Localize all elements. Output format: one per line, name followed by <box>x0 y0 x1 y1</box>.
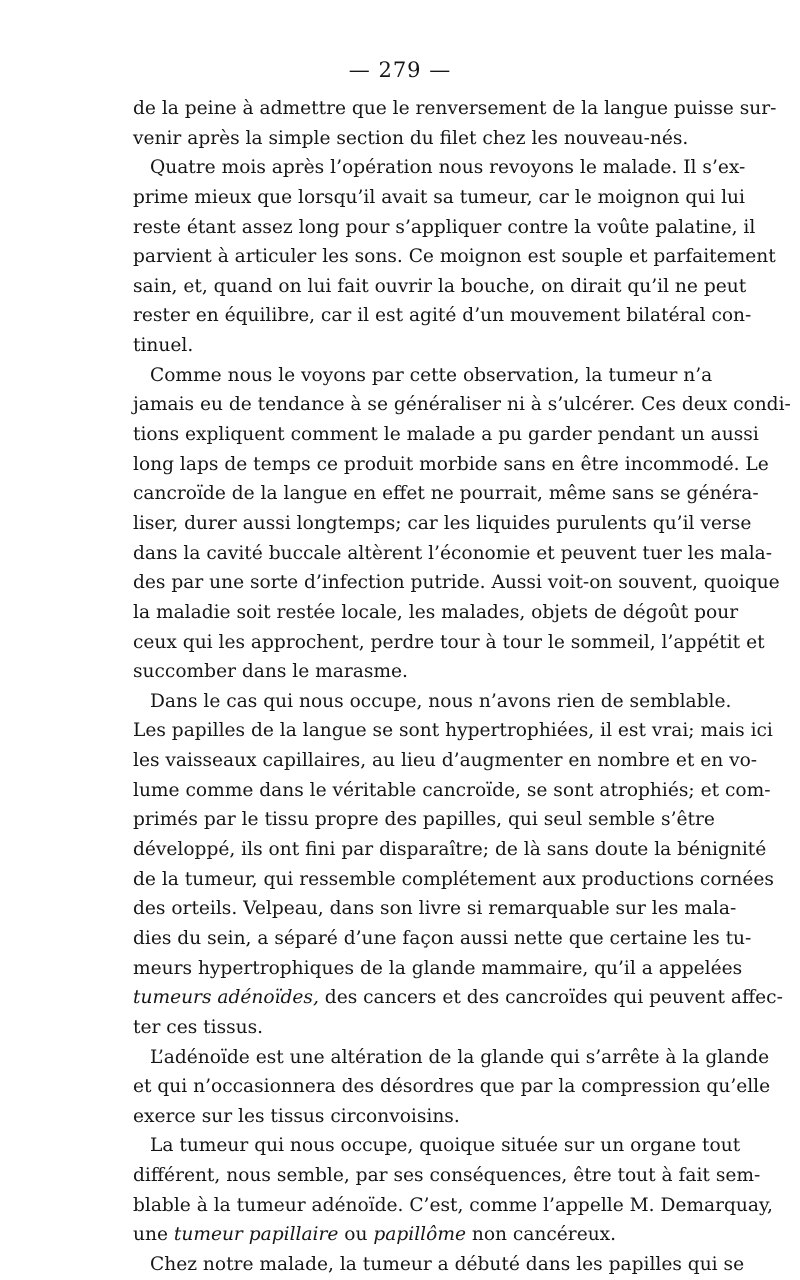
text-line <box>133 1250 745 1280</box>
text-span: Quatre mois après l’opération nous revoyons le malade. Il s’ex- <box>150 157 746 179</box>
text-span: ceux qui les approchent, perdre tour à tour le sommeil, l’appétit et <box>133 631 765 653</box>
text-line <box>133 124 689 154</box>
text-span: une <box>133 1224 174 1246</box>
text-span: non cancéreux. <box>465 1224 617 1246</box>
text-span: de la peine à admettre que le renversement de la langue puisse sur- <box>133 98 777 119</box>
text-span: tinuel. <box>133 335 194 357</box>
text-span: long laps de temps ce produit morbide sans en être incommodé. Le <box>133 453 769 475</box>
text-span: et qui n’occasionnera des désordres que par la compression qu’elle <box>133 1076 771 1098</box>
body-text <box>133 94 791 1280</box>
italic-text: tumeur papillaire <box>173 1224 339 1246</box>
text-span: reste étant assez long pour s’appliquer contre la voûte palatine, il <box>133 216 756 238</box>
text-span: dies du sein, a séparé d’une façon aussi nette que certaine les tu- <box>133 927 752 949</box>
text-span: de la tumeur, qui ressemble complétement aux productions cornées <box>133 868 774 890</box>
text-line <box>133 183 745 213</box>
text-line <box>133 1043 770 1073</box>
text-line <box>133 361 713 391</box>
text-span: parvient à articuler les sons. Ce moignon est souple et parfaitement <box>133 246 776 268</box>
text-line <box>133 390 791 420</box>
text-line <box>133 894 737 924</box>
text-span: meurs hypertrophiques de la glande mammaire, qu’il a appelées <box>133 957 743 979</box>
text-span: Chez notre malade, la tumeur a débuté dans les papilles qui se <box>150 1253 745 1275</box>
text-line <box>133 983 783 1013</box>
text-line <box>133 1102 678 1132</box>
text-line <box>133 1013 678 1043</box>
text-span: succomber dans le marasme. <box>133 661 408 683</box>
text-line <box>133 1161 761 1191</box>
text-line <box>133 628 765 658</box>
text-line <box>133 1072 771 1102</box>
text-span: primés par le tissu propre des papilles, qui seul semble s’être <box>133 809 715 831</box>
text-line <box>133 568 780 598</box>
text-span: ter ces tissus. <box>133 1016 264 1038</box>
text-line <box>133 242 776 272</box>
text-span: développé, ils ont fini par disparaître; de là sans doute la bénignité <box>133 839 767 861</box>
text-line <box>133 746 758 776</box>
text-line <box>133 835 767 865</box>
text-span: des cancers et des cancroïdes qui peuvent affec- <box>318 987 783 1009</box>
text-span: venir après la simple section du filet chez les nouveau-nés. <box>133 127 689 149</box>
text-line <box>133 450 769 480</box>
text-span: les vaisseaux capillaires, au lieu d’augmenter en nombre et en vo- <box>133 750 758 772</box>
text-line <box>133 657 678 687</box>
text-line <box>133 954 743 984</box>
text-line <box>133 805 715 835</box>
text-line <box>133 479 759 509</box>
text-line <box>133 331 678 361</box>
text-line <box>133 924 752 954</box>
text-span: L’adénoïde est une altération de la glande qui s’arrête à la glande <box>150 1046 770 1068</box>
text-line <box>133 94 777 124</box>
text-span: Les papilles de la langue se sont hypertrophiées, il est vrai; mais ici <box>133 720 773 742</box>
text-line <box>133 776 771 806</box>
text-span: exerce sur les tissus circonvoisins. <box>133 1105 460 1127</box>
text-line <box>133 687 732 717</box>
text-span: différent, nous semble, par ses conséquences, être tout à fait sem- <box>133 1165 761 1187</box>
text-line <box>133 1131 741 1161</box>
text-line <box>133 213 756 243</box>
text-span: dans la cavité buccale altèrent l’économie et peuvent tuer les mala- <box>133 542 773 564</box>
text-line <box>133 539 773 569</box>
text-span: cancroïde de la langue en effet ne pourrait, même sans se généra- <box>133 483 759 505</box>
text-line <box>133 153 746 183</box>
text-span: liser, durer aussi longtemps; car les liquides purulents qu’il verse <box>133 512 752 534</box>
text-span: lume comme dans le véritable cancroïde, se sont atrophiés; et com- <box>133 779 771 801</box>
page-number: — 279 — <box>348 58 452 82</box>
italic-text: tumeurs adénoïdes, <box>133 987 319 1009</box>
text-span: jamais eu de tendance à se généraliser ni à s’ulcérer. Ces deux condi- <box>133 394 791 416</box>
text-span: Comme nous le voyons par cette observation, la tumeur n’a <box>150 364 713 386</box>
text-line <box>133 420 759 450</box>
text-span: tions expliquent comment le malade a pu garder pendant un aussi <box>133 424 759 446</box>
text-span: Dans le cas qui nous occupe, nous n’avons rien de semblable. <box>150 690 732 712</box>
text-span: blable à la tumeur adénoïde. C’est, comme l’appelle M. Demarquay, <box>133 1194 773 1216</box>
text-line <box>133 1191 773 1221</box>
text-span: sain, et, quand on lui fait ouvrir la bouche, on dirait qu’il ne peut <box>133 275 747 297</box>
text-line <box>133 509 752 539</box>
text-span: ou <box>338 1224 374 1246</box>
text-line <box>133 1220 678 1250</box>
text-span: prime mieux que lorsqu’il avait sa tumeur, car le moignon qui lui <box>133 186 745 208</box>
text-span: La tumeur qui nous occupe, quoique située sur un organe tout <box>150 1135 741 1157</box>
text-span: rester en équilibre, car il est agité d’un mouvement bilatéral con- <box>133 305 752 327</box>
text-line <box>133 598 739 628</box>
text-line <box>133 301 752 331</box>
italic-text: papillôme <box>373 1224 466 1246</box>
text-line <box>133 865 774 895</box>
text-span: la maladie soit restée locale, les malades, objets de dégoût pour <box>133 601 739 623</box>
text-span: des par une sorte d’infection putride. Aussi voit-on souvent, quoique <box>133 572 780 594</box>
text-line <box>133 716 773 746</box>
text-span: des orteils. Velpeau, dans son livre si remarquable sur les mala- <box>133 898 737 920</box>
text-line <box>133 272 747 302</box>
